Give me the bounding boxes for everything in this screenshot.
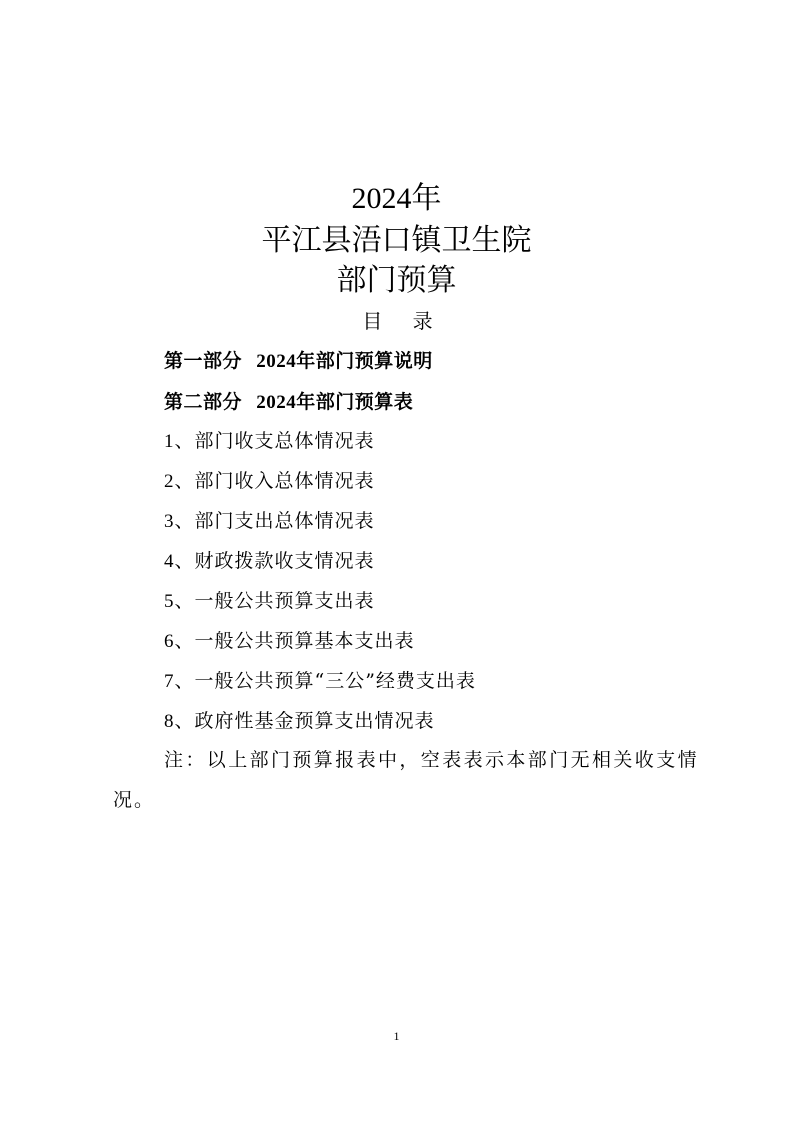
toc-item-number: 7 <box>164 671 175 692</box>
title-year <box>0 181 793 216</box>
toc-part-label: 第二部分 <box>164 391 243 413</box>
toc-item-number: 1 <box>164 431 175 452</box>
toc-item[interactable] <box>164 632 415 651</box>
toc-item-text: 、政府性基金预算支出情况表 <box>174 710 435 732</box>
toc-heading-text: 目 录 <box>362 309 445 333</box>
toc-item[interactable] <box>164 592 375 611</box>
toc-item[interactable] <box>164 552 375 571</box>
toc-part-2[interactable] <box>164 393 413 412</box>
toc-part-year: 2024 <box>256 392 297 413</box>
toc-item[interactable] <box>164 672 476 691</box>
toc-item-number: 4 <box>164 551 175 572</box>
toc-part-title: 年部门预算表 <box>296 391 414 413</box>
toc-item[interactable] <box>164 472 375 491</box>
toc-part-label: 第一部分 <box>164 350 243 372</box>
toc-item-number: 8 <box>164 711 175 732</box>
toc-item-number: 5 <box>164 591 175 612</box>
toc-item[interactable] <box>164 512 375 531</box>
toc-item-text: 、部门支出总体情况表 <box>174 510 375 532</box>
toc-part-title: 年部门预算说明 <box>296 350 433 372</box>
toc-item-number: 3 <box>164 511 175 532</box>
note-line-2: 况。 <box>113 789 156 811</box>
toc-item[interactable] <box>164 432 375 451</box>
toc-heading <box>0 311 793 331</box>
title-year-number: 2024 <box>351 182 412 215</box>
toc-part-1[interactable] <box>164 352 433 371</box>
toc-item-text: 、一般公共预算“三公”经费支出表 <box>174 670 476 692</box>
note-line-1: 注：以上部门预算报表中，空表表示本部门无相关收支情 <box>164 749 700 771</box>
toc-item-text: 、财政拨款收支情况表 <box>174 550 375 572</box>
page-number: 1 <box>393 1029 400 1043</box>
toc-item-text: 、一般公共预算支出表 <box>174 590 375 612</box>
toc-item-text: 、部门收入总体情况表 <box>174 470 375 492</box>
toc-item-number: 6 <box>164 631 175 652</box>
toc-part-year: 2024 <box>256 351 297 372</box>
title-organization: 平江县浯口镇卫生院 <box>261 223 532 258</box>
toc-item[interactable] <box>164 712 435 731</box>
toc-item-text: 、一般公共预算基本支出表 <box>174 630 415 652</box>
title-document: 部门预算 <box>336 263 457 298</box>
toc-item-text: 、部门收支总体情况表 <box>174 430 375 452</box>
title-year-suffix: 年 <box>411 181 442 216</box>
toc-item-number: 2 <box>164 471 175 492</box>
